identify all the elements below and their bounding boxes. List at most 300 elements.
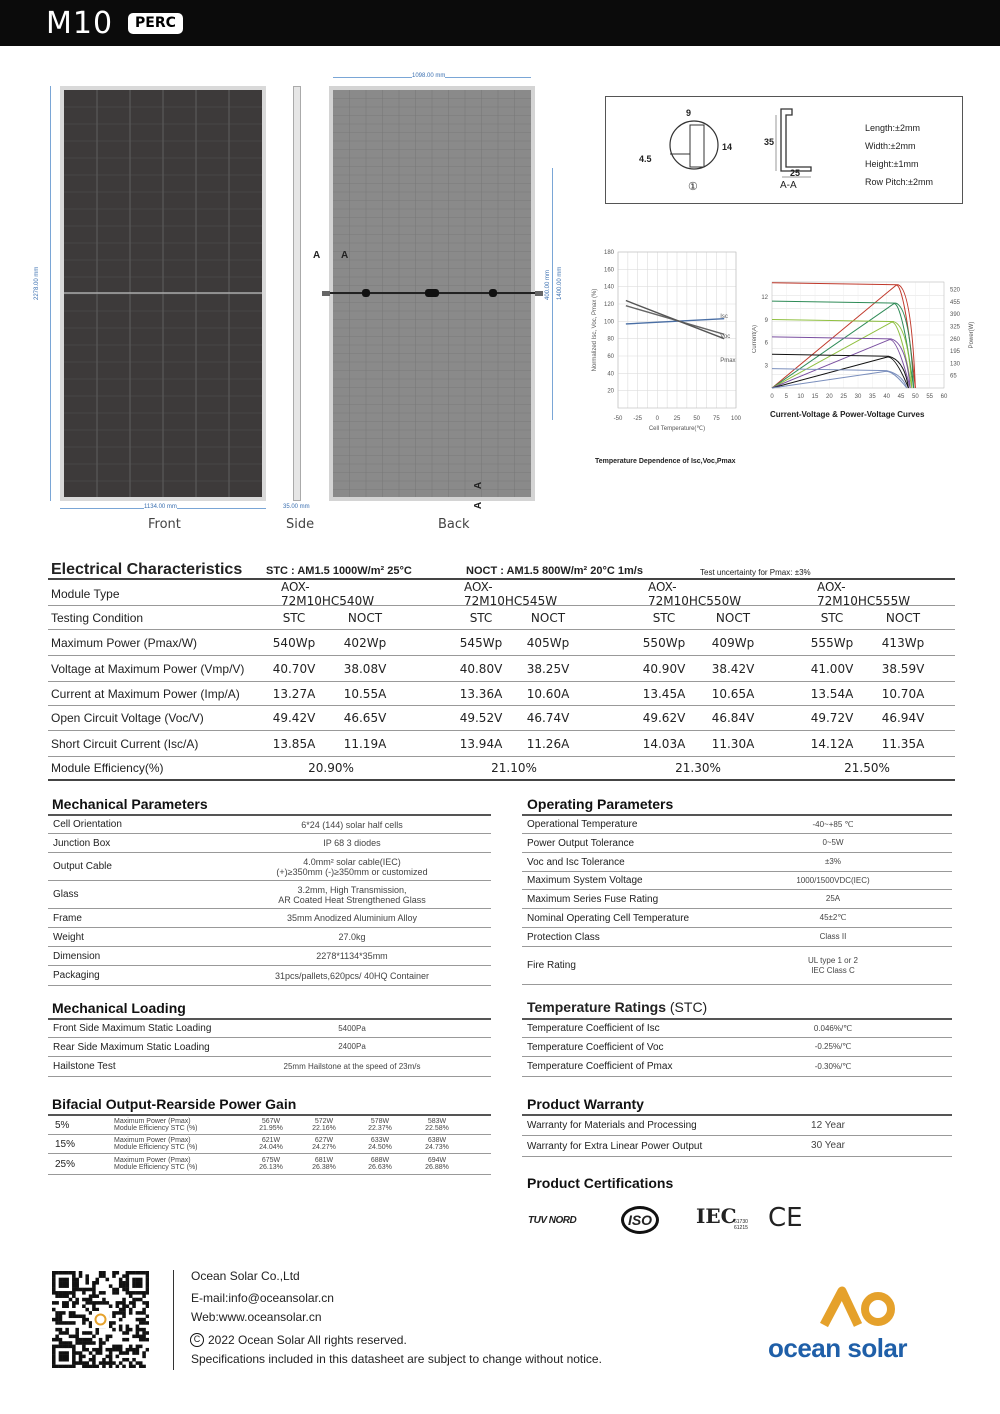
- qr-module: [119, 1328, 123, 1332]
- chart2-ylabel-left: Current(A): [752, 324, 758, 354]
- qr-module: [139, 1321, 143, 1325]
- warranty-row: [522, 1136, 952, 1157]
- qr-module: [59, 1314, 63, 1318]
- qr-module: [102, 1274, 106, 1278]
- qr-module: [52, 1361, 56, 1365]
- qr-module: [136, 1335, 140, 1339]
- qr-module: [52, 1274, 56, 1278]
- chart1-x-tick: 100: [730, 416, 742, 422]
- loading-row: [48, 1020, 491, 1038]
- bifacial-power: 638W: [427, 1137, 447, 1144]
- operating-row: [522, 947, 952, 985]
- temperature-row: [522, 1057, 952, 1077]
- electrical-row-label: Maximum Power (Pmax/W): [51, 635, 198, 650]
- qr-module: [82, 1291, 86, 1295]
- qr-module: [92, 1284, 96, 1288]
- qr-module: [142, 1311, 146, 1315]
- qr-module: [126, 1358, 130, 1362]
- qr-module: [99, 1271, 103, 1275]
- mechanical-label: Packaging: [53, 970, 100, 981]
- product-title: M10: [46, 6, 114, 41]
- web-link[interactable]: Web:www.oceansolar.cn: [191, 1310, 322, 1324]
- electrical-cell: 38.59V: [881, 661, 925, 676]
- qr-module: [52, 1284, 56, 1288]
- copyright-text: 2022 Ocean Solar All rights reserved.: [208, 1333, 407, 1347]
- qr-module: [75, 1361, 79, 1365]
- qr-module: [139, 1338, 143, 1342]
- electrical-cell: 550Wp: [642, 635, 686, 650]
- qr-module: [72, 1294, 76, 1298]
- qr-module: [95, 1301, 99, 1305]
- temperature-title: Temperature Ratings: [527, 999, 666, 1015]
- qr-module: [122, 1365, 126, 1368]
- electrical-cell: 13.27A: [272, 686, 316, 701]
- qr-module: [142, 1301, 146, 1305]
- qr-module: [119, 1325, 123, 1329]
- qr-module: [129, 1345, 133, 1349]
- qr-module: [119, 1278, 123, 1282]
- qr-module: [142, 1338, 146, 1342]
- dim-400-label: 400.00 mm: [545, 269, 551, 300]
- stc-condition: STC : AM1.5 1000W/m² 25°C: [266, 565, 412, 577]
- qr-module: [109, 1284, 113, 1288]
- qr-module: [139, 1278, 143, 1282]
- qr-module: [82, 1341, 86, 1345]
- iso-logo: ISO: [621, 1206, 659, 1234]
- operating-value: ±3%: [825, 857, 841, 866]
- qr-module: [106, 1338, 110, 1342]
- qr-module: [65, 1341, 69, 1345]
- qr-module: [72, 1291, 76, 1295]
- qr-module: [116, 1311, 120, 1315]
- chart1-y-tick: 120: [603, 302, 614, 308]
- electrical-row: [48, 656, 955, 682]
- qr-module: [112, 1314, 116, 1318]
- operating-label: Maximum System Voltage: [527, 875, 643, 886]
- qr-module: [55, 1365, 59, 1368]
- certifications-title: Product Certifications: [527, 1175, 674, 1191]
- electrical-row-label: Voltage at Maximum Power (Vmp/V): [51, 661, 245, 676]
- electrical-cell: STC: [652, 610, 676, 625]
- qr-module: [126, 1351, 130, 1355]
- qr-module: [55, 1294, 59, 1298]
- mechanical-label: Frame: [53, 912, 82, 924]
- chart2-x-tick: 60: [940, 394, 948, 400]
- qr-module: [92, 1361, 96, 1365]
- qr-module: [116, 1271, 120, 1275]
- tuv-nord-logo: TUV NORD: [528, 1215, 577, 1226]
- qr-module: [109, 1358, 113, 1362]
- operating-label: Operational Temperature: [527, 819, 638, 830]
- qr-module: [82, 1361, 86, 1365]
- qr-module: [52, 1291, 56, 1295]
- qr-module: [112, 1291, 116, 1295]
- qr-module: [102, 1365, 106, 1368]
- frame-profile-box: [605, 96, 963, 204]
- qr-module: [146, 1284, 149, 1288]
- qr-module: [119, 1318, 123, 1322]
- qr-module: [52, 1355, 56, 1359]
- qr-module: [126, 1274, 130, 1278]
- qr-module: [129, 1311, 133, 1315]
- iec-logo: IEC: [696, 1204, 737, 1228]
- qr-module: [75, 1341, 79, 1345]
- qr-module: [112, 1348, 116, 1352]
- qr-module: [129, 1361, 133, 1365]
- qr-module: [89, 1365, 93, 1368]
- qr-module: [126, 1328, 130, 1332]
- qr-module: [85, 1301, 89, 1305]
- qr-module: [146, 1274, 149, 1278]
- qr-module: [116, 1304, 120, 1308]
- qr-module: [139, 1284, 143, 1288]
- qr-module: [52, 1301, 56, 1305]
- chart1-series-label: Isc: [720, 314, 728, 320]
- qr-module: [122, 1308, 126, 1312]
- electrical-cell: AOX-72M10HC550W: [648, 579, 742, 608]
- qr-module: [79, 1341, 83, 1345]
- qr-module: [132, 1291, 136, 1295]
- back-panel-svg: [329, 86, 535, 501]
- mechanical-value: 27.0kg: [338, 932, 366, 942]
- qr-module: [65, 1294, 69, 1298]
- qr-module: [55, 1314, 59, 1318]
- bifacial-gain: 5%: [55, 1119, 70, 1131]
- qr-module: [95, 1348, 99, 1352]
- electrical-cell: 40.80V: [459, 661, 503, 676]
- chart2-x-tick: 55: [926, 394, 934, 400]
- qr-module: [119, 1281, 123, 1285]
- chart1-x-tick: 0: [655, 416, 660, 422]
- electrical-cell: 49.52V: [459, 711, 503, 725]
- qr-module: [142, 1291, 146, 1295]
- qr-module: [85, 1361, 89, 1365]
- qr-module: [122, 1284, 126, 1288]
- chart1-y-tick: 40: [607, 371, 614, 378]
- temperature-title-suffix: (STC): [666, 999, 708, 1015]
- chart1-x-tick: -50: [613, 416, 623, 422]
- qr-module: [122, 1298, 126, 1302]
- qr-module: [142, 1355, 146, 1359]
- qr-module: [132, 1271, 136, 1275]
- qr-module: [136, 1348, 140, 1352]
- qr-module: [59, 1284, 63, 1288]
- qr-module: [89, 1331, 93, 1335]
- qr-module: [95, 1331, 99, 1335]
- electrical-cell: 20.90%: [308, 761, 354, 775]
- chart2-y-right-tick: 260: [950, 336, 961, 343]
- qr-module: [79, 1358, 83, 1362]
- qr-module: [62, 1341, 66, 1345]
- warranty-title: Product Warranty: [527, 1096, 644, 1112]
- electrical-cell: STC: [282, 610, 306, 625]
- qr-module: [109, 1351, 113, 1355]
- qr-module: [82, 1365, 86, 1368]
- chart1-y-tick: 60: [607, 354, 614, 360]
- qr-module: [99, 1361, 103, 1365]
- qr-module: [136, 1351, 140, 1355]
- qr-module: [109, 1335, 113, 1339]
- mechanical-row: [48, 947, 491, 966]
- electrical-cell: 413Wp: [881, 635, 925, 650]
- chart1-y-tick: 20: [607, 388, 614, 395]
- qr-module: [52, 1348, 56, 1352]
- disclaimer-text: Specifications included in this datasheet are subject to change without notice.: [191, 1352, 602, 1366]
- qr-module: [99, 1338, 103, 1342]
- qr-module: [59, 1281, 63, 1285]
- qr-module: [122, 1351, 126, 1355]
- qr-module: [102, 1298, 106, 1302]
- electrical-row-label: Module Efficiency(%): [51, 761, 164, 775]
- qr-module: [55, 1328, 59, 1332]
- qr-module: [85, 1308, 89, 1312]
- qr-module: [65, 1321, 69, 1325]
- qr-module: [92, 1291, 96, 1295]
- qr-module: [89, 1301, 93, 1305]
- electrical-cell: 38.08V: [343, 661, 387, 676]
- qr-module: [75, 1314, 79, 1318]
- electrical-cell: 545Wp: [459, 635, 503, 650]
- qr-module: [75, 1351, 79, 1355]
- bifacial-efficiency: 24.50%: [368, 1144, 392, 1151]
- bifacial-label-efficiency: Module Efficiency STC (%): [114, 1125, 198, 1132]
- back-width-dim-label: 1098.00 mm: [412, 73, 446, 79]
- mechanical-label: Weight: [53, 931, 84, 943]
- electrical-row: [48, 606, 955, 630]
- electrical-cell: 38.25V: [526, 661, 570, 676]
- mechanical-value: 2278*1134*35mm: [316, 951, 388, 961]
- operating-value: 0~5W: [822, 838, 844, 847]
- warranty-label: Warranty for Materials and Processing: [527, 1120, 697, 1131]
- qr-module: [62, 1365, 66, 1368]
- chart2-pv-curve: [772, 304, 914, 388]
- qr-module: [65, 1301, 69, 1305]
- qr-module: [119, 1301, 123, 1305]
- warranty-label: Warranty for Extra Linear Power Output: [527, 1140, 703, 1152]
- qr-module: [65, 1331, 69, 1335]
- footer-divider: [173, 1270, 174, 1370]
- qr-module: [116, 1355, 120, 1359]
- qr-module: [109, 1355, 113, 1359]
- electrical-cell: 49.62V: [642, 711, 686, 725]
- qr-module: [89, 1341, 93, 1345]
- chart2-x-tick: 35: [868, 394, 876, 400]
- qr-module: [52, 1288, 56, 1292]
- qr-module: [142, 1321, 146, 1325]
- qr-module: [59, 1338, 63, 1342]
- qr-module: [59, 1341, 63, 1345]
- qr-module: [106, 1348, 110, 1352]
- qr-module: [92, 1294, 96, 1298]
- qr-module: [119, 1311, 123, 1315]
- bifacial-gain: 25%: [55, 1159, 76, 1170]
- qr-module: [106, 1301, 110, 1305]
- qr-module: [75, 1288, 79, 1292]
- qr-module: [89, 1294, 93, 1298]
- qr-module: [92, 1348, 96, 1352]
- qr-module: [72, 1274, 76, 1278]
- qr-module: [62, 1358, 66, 1362]
- qr-module: [55, 1318, 59, 1322]
- qr-module: [85, 1338, 89, 1342]
- electrical-row: [48, 579, 955, 608]
- loading-value: 25mm Hailstone at the speed of 23m/s: [283, 1061, 421, 1071]
- mechanical-label: Glass: [53, 889, 79, 900]
- chart1-series-label: Voc: [720, 334, 731, 340]
- electrical-cell: 402Wp: [343, 635, 387, 650]
- electrical-row: [48, 757, 955, 781]
- loading-label: Front Side Maximum Static Loading: [53, 1023, 212, 1034]
- qr-module: [59, 1331, 63, 1335]
- bifacial-efficiency: 22.37%: [368, 1125, 392, 1132]
- operating-row: [522, 816, 952, 834]
- qr-module: [59, 1358, 63, 1362]
- qr-module: [112, 1271, 116, 1275]
- qr-code-svg: [52, 1271, 149, 1368]
- qr-module: [139, 1311, 143, 1315]
- chart2-pv-curve: [772, 340, 910, 388]
- mechanical-label: Junction Box: [53, 837, 111, 849]
- qr-module: [126, 1278, 130, 1282]
- electrical-row-label: Current at Maximum Power (Imp/A): [51, 686, 240, 701]
- electrical-row: [48, 630, 955, 656]
- qr-module: [95, 1281, 99, 1285]
- qr-module: [62, 1331, 66, 1335]
- chart2-ylabel-right: Power(W): [969, 321, 975, 349]
- qr-module: [75, 1335, 79, 1339]
- mechanical-row: [48, 816, 491, 834]
- qr-module: [142, 1318, 146, 1322]
- qr-module: [136, 1311, 140, 1315]
- temperature-chart-svg: [588, 246, 748, 456]
- qr-module: [139, 1318, 143, 1322]
- chart2-y-left-tick: 12: [761, 295, 768, 302]
- qr-module: [59, 1345, 63, 1349]
- electrical-cell: 10.55A: [343, 686, 387, 701]
- qr-module: [65, 1304, 69, 1308]
- qr-module: [55, 1321, 59, 1325]
- qr-module: [62, 1304, 66, 1308]
- qr-module: [72, 1314, 76, 1318]
- qr-module: [106, 1335, 110, 1339]
- qr-module: [65, 1281, 69, 1285]
- qr-module: [129, 1348, 133, 1352]
- tolerance-row-pitch: Row Pitch:±2mm: [865, 177, 933, 187]
- back-label: Back: [438, 517, 470, 532]
- dim-4-5: 4.5: [639, 154, 652, 164]
- qr-module: [112, 1328, 116, 1332]
- operating-value: 45±2℃: [819, 913, 847, 922]
- qr-module: [65, 1328, 69, 1332]
- qr-module: [132, 1335, 136, 1339]
- qr-module: [102, 1271, 106, 1275]
- qr-module: [69, 1298, 73, 1302]
- qr-module: [102, 1291, 106, 1295]
- company-name: Ocean Solar Co.,Ltd: [191, 1269, 300, 1283]
- electrical-title: Electrical Characteristics: [51, 561, 243, 578]
- chart2-x-tick: 30: [854, 394, 862, 400]
- temperature-label: Temperature Coefficient of Voc: [527, 1041, 664, 1053]
- qr-module: [82, 1298, 86, 1302]
- qr-module: [79, 1361, 83, 1365]
- bifacial-efficiency: 22.16%: [312, 1125, 336, 1132]
- qr-module: [92, 1365, 96, 1368]
- warranty-value: 30 Year: [811, 1140, 845, 1151]
- chart2-y-right-tick: 130: [950, 361, 961, 368]
- temperature-value: -0.30%/℃: [814, 1061, 852, 1071]
- loading-value: 5400Pa: [338, 1023, 366, 1033]
- operating-label: Maximum Series Fuse Rating: [527, 893, 659, 905]
- qr-module: [99, 1341, 103, 1345]
- qr-module: [65, 1351, 69, 1355]
- qr-module: [142, 1294, 146, 1298]
- qr-code[interactable]: [52, 1271, 149, 1368]
- qr-module: [92, 1355, 96, 1359]
- electrical-cell: 13.45A: [642, 686, 686, 701]
- qr-module: [92, 1335, 96, 1339]
- section-mark-a-bottom-2: A: [473, 501, 485, 510]
- qr-module: [136, 1278, 140, 1282]
- bifacial-efficiency: 26.88%: [425, 1164, 449, 1171]
- qr-module: [72, 1321, 76, 1325]
- loading-label: Rear Side Maximum Static Loading: [53, 1041, 210, 1053]
- qr-module: [75, 1281, 79, 1285]
- email-link[interactable]: E-mail:info@oceansolar.cn: [191, 1291, 334, 1305]
- qr-module: [132, 1284, 136, 1288]
- bifacial-title: Bifacial Output-Rearside Power Gain: [52, 1096, 297, 1112]
- qr-module: [99, 1345, 103, 1349]
- qr-module: [82, 1355, 86, 1359]
- qr-module: [139, 1281, 143, 1285]
- qr-module: [72, 1351, 76, 1355]
- qr-module: [102, 1341, 106, 1345]
- qr-module: [82, 1318, 86, 1322]
- noct-condition: NOCT : AM1.5 800W/m² 20°C 1m/s: [466, 565, 643, 577]
- qr-module: [65, 1365, 69, 1368]
- chart2-x-tick: 45: [897, 394, 905, 400]
- qr-module: [139, 1298, 143, 1302]
- qr-module: [59, 1355, 63, 1359]
- chart2-y-left-tick: 3: [764, 363, 768, 370]
- qr-module: [132, 1365, 136, 1368]
- mechanical-row: [48, 966, 491, 986]
- qr-module: [132, 1301, 136, 1305]
- qr-module: [139, 1328, 143, 1332]
- chart2-y-right-tick: 390: [950, 312, 961, 319]
- qr-module: [126, 1291, 130, 1295]
- qr-module: [112, 1361, 116, 1365]
- qr-module: [85, 1278, 89, 1282]
- chart1-series-label: Pmax: [720, 358, 736, 364]
- iv-curve-chart: [752, 278, 977, 428]
- mechanical-value: 4.0mm² solar cable(IEC) (+)≥350mm (-)≥350mm or customized: [276, 856, 428, 877]
- operating-row: [522, 890, 952, 909]
- qr-module: [62, 1291, 66, 1295]
- qr-module: [146, 1271, 149, 1275]
- electrical-cell: 540Wp: [272, 635, 316, 650]
- qr-module: [129, 1271, 133, 1275]
- qr-module: [89, 1288, 93, 1292]
- qr-module: [89, 1325, 93, 1329]
- chart2-x-tick: 5: [784, 394, 789, 400]
- qr-module: [59, 1291, 63, 1295]
- operating-row: [522, 834, 952, 853]
- operating-label: Power Output Tolerance: [527, 837, 635, 849]
- qr-module: [75, 1298, 79, 1302]
- qr-module: [65, 1278, 69, 1282]
- qr-module: [69, 1271, 73, 1275]
- chart1-y-tick: 140: [603, 284, 614, 291]
